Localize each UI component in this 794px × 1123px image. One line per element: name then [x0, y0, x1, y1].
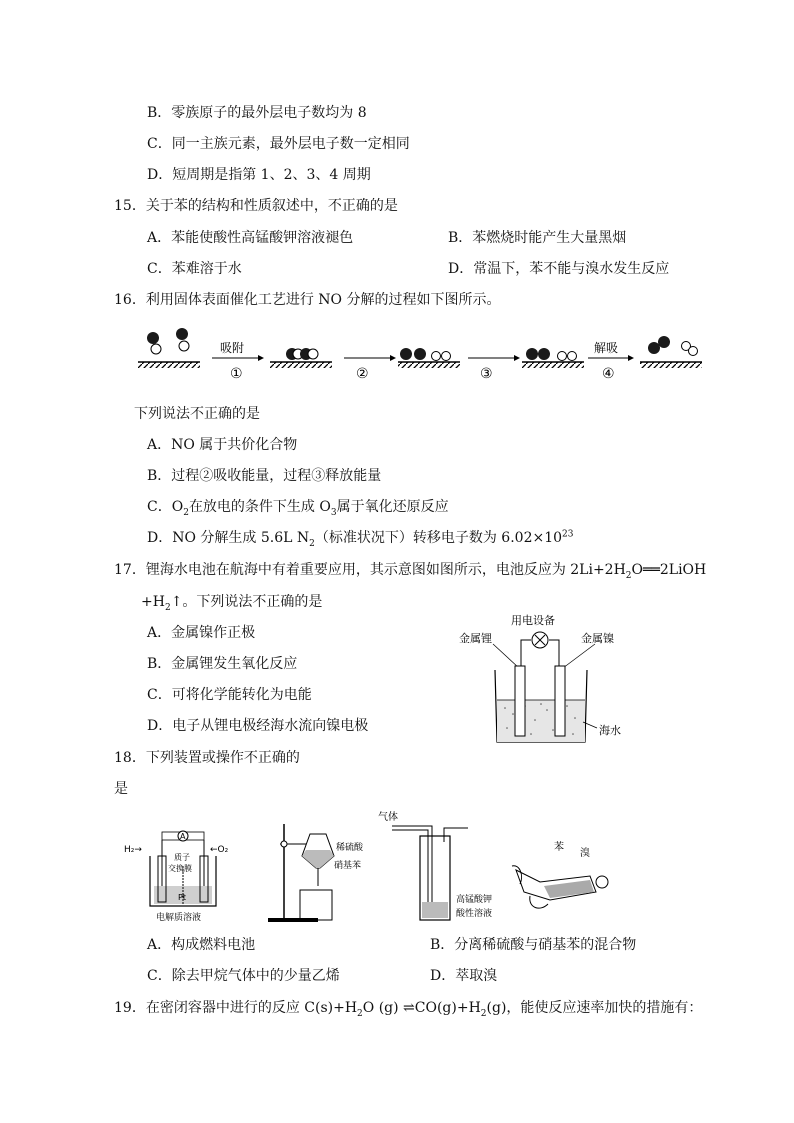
extraction-apparatus	[510, 836, 620, 916]
q16-prompt: 下列说法不正确的是	[134, 406, 260, 422]
arrow-2	[344, 355, 396, 382]
device-label: 用电设备	[511, 614, 555, 627]
ammeter-icon	[178, 831, 188, 841]
o-atom	[151, 344, 161, 354]
q17-option-d: D．电子从锂电极经海水流向镍电极	[147, 718, 369, 734]
q18-stem: 18．下列装置或操作不正确的	[114, 750, 300, 766]
q16-option-d: D．NO 分解生成 5.6L $N_2$（标准状况下）转移电子数为 $6.02\times 10^{23}$	[147, 529, 574, 549]
q18-option-a: A．构成燃料电池	[147, 937, 256, 953]
h2-inlet-label: H₂→	[124, 845, 142, 855]
q15-option-b: B．苯燃烧时能产生大量黑烟	[448, 230, 627, 246]
arrow-adsorb	[212, 341, 264, 382]
q18-option-b: B．分离稀硫酸与硝基苯的混合物	[430, 937, 637, 953]
adsorb-label: 吸附	[220, 341, 245, 355]
q16-option-b: B．过程②吸收能量，过程③释放能量	[147, 468, 382, 484]
fuel-cell-apparatus	[122, 826, 240, 926]
q17-option-a: A．金属镍作正极	[147, 625, 256, 641]
lamp-icon	[532, 632, 548, 648]
o2-inlet-label: ←O₂	[210, 845, 229, 855]
q14-option-d: D．短周期是指第 1、2、3、4 周期	[147, 167, 371, 183]
surface-4	[522, 348, 584, 368]
q15-option-d: D．常温下，苯不能与溴水发生反应	[448, 261, 670, 277]
step-2-label: ②	[356, 366, 369, 382]
lithium-seawater-battery-diagram	[455, 610, 635, 750]
q19-stem: 19．在密闭容器中进行的反应 $C(s)+H_2O$ (g) $\rightleftharpoons CO(g)+H_2(g)$，能使反应速率加快的措施有：	[114, 1000, 703, 1019]
svg-text:交换膜: 交换膜	[168, 864, 192, 873]
lithium-label: 金属锂	[459, 632, 492, 645]
nickel-label: 金属镍	[581, 632, 614, 645]
svg-text:稀硫酸: 稀硫酸	[336, 843, 364, 853]
no-decomposition-diagram	[130, 322, 710, 384]
surface-2	[270, 348, 332, 368]
q17-option-b: B．金属锂发生氧化反应	[147, 656, 298, 672]
desorb-label: 解吸	[594, 341, 619, 355]
svg-text:A: A	[180, 832, 186, 841]
svg-text:电解质溶液: 电解质溶液	[156, 913, 202, 923]
surface-3	[398, 348, 460, 368]
n-atom	[147, 332, 159, 344]
q15-option-c: C．苯难溶于水	[147, 261, 242, 277]
q17-stem-continued: $+H_2↑$。下列说法不正确的是	[141, 594, 323, 613]
svg-text:硝基苯: 硝基苯	[334, 861, 362, 871]
o-atom	[179, 341, 189, 351]
svg-text:高锰酸钾: 高锰酸钾	[456, 895, 492, 905]
q17-option-c: C．可将化学能转化为电能	[147, 687, 312, 703]
svg-text:Pt: Pt	[178, 893, 186, 902]
svg-text:气体: 气体	[378, 812, 398, 823]
q15-option-a: A．苯能使酸性高锰酸钾溶液褪色	[147, 230, 354, 246]
separatory-funnel-apparatus	[262, 820, 382, 926]
q18-option-d: D．萃取溴	[430, 968, 498, 984]
surface-1	[138, 328, 200, 368]
gas-washing-apparatus	[372, 806, 492, 926]
q17-stem: 17．锂海水电池在航海中有着重要应用，其示意图如图所示，电池反应为 $2Li+2H_2O══2LiOH$	[114, 562, 707, 581]
q14-option-b: B．零族原子的最外层电子数均为 8	[147, 105, 367, 121]
step-1-label: ①	[230, 366, 243, 382]
n-atom	[176, 328, 188, 340]
q15-stem: 15．关于苯的结构和性质叙述中，不正确的是	[114, 198, 398, 214]
q16-option-a: A．NO 属于共价化合物	[147, 437, 298, 453]
step-3-label: ③	[480, 366, 493, 382]
surface-5	[640, 336, 702, 368]
step-4-label: ④	[602, 366, 615, 382]
q16-stem: 16．利用固体表面催化工艺进行 NO 分解的过程如下图所示。	[114, 292, 501, 308]
svg-text:质子: 质子	[174, 853, 190, 862]
q14-option-c: C．同一主族元素，最外层电子数一定相同	[147, 136, 410, 152]
q18-stem-continued: 是	[114, 781, 128, 797]
svg-text:苯: 苯	[554, 842, 564, 853]
svg-text:酸性溶液: 酸性溶液	[456, 909, 492, 919]
q16-option-c: C．$O_2$在放电的条件下生成 $O_3$属于氧化还原反应	[147, 499, 449, 518]
seawater-label: 海水	[599, 724, 621, 737]
svg-text:溴: 溴	[580, 848, 590, 859]
arrow-3	[468, 355, 520, 382]
arrow-desorb	[588, 341, 634, 382]
q18-option-c: C．除去甲烷气体中的少量乙烯	[147, 968, 340, 984]
